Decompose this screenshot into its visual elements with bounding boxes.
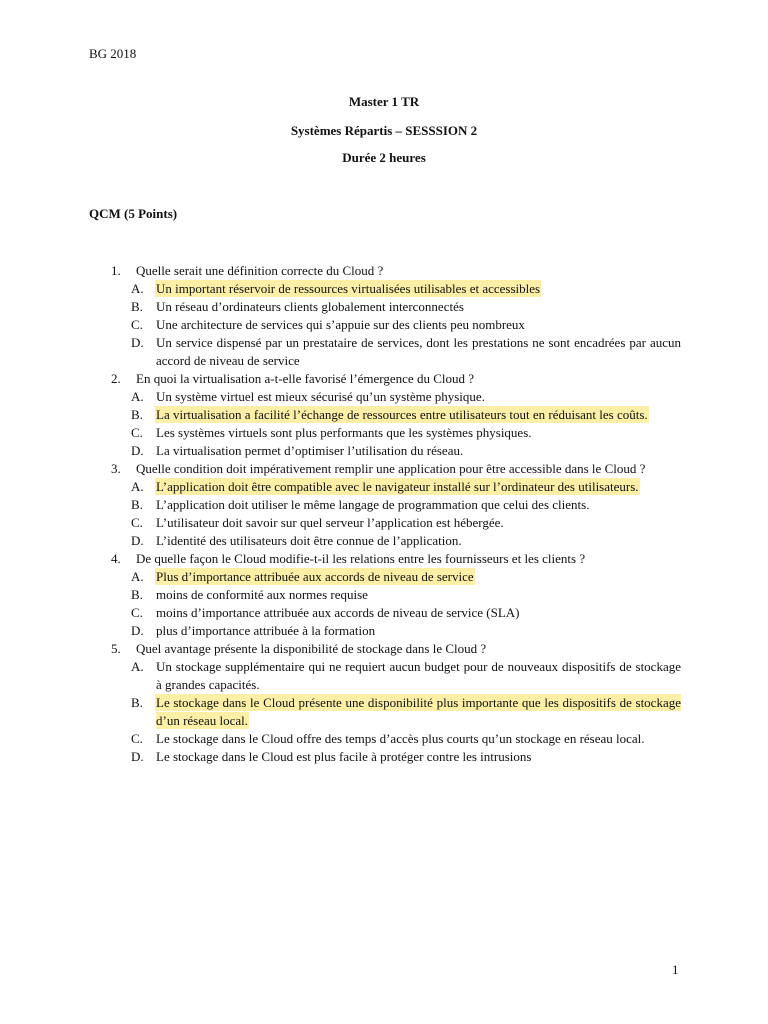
question-text: Quel avantage présente la disponibilité de stockage dans le Cloud ? (136, 641, 487, 656)
option-text: L’application doit utiliser le même langage de programmation que celui des clients. (156, 497, 590, 512)
option-text-wrapper (156, 730, 681, 748)
option-letter: D. (131, 335, 144, 350)
option-text: Un réseau d’ordinateurs clients globalement interconnectés (156, 299, 464, 314)
question-list (111, 262, 681, 766)
option-text-wrapper (156, 496, 681, 514)
option-text-wrapper (156, 532, 681, 550)
option-text-wrapper (156, 442, 681, 460)
option-list (111, 388, 681, 460)
question-item (111, 460, 681, 550)
option-item (131, 586, 681, 604)
option-letter: B. (131, 695, 143, 710)
option-item (131, 514, 681, 532)
option-item (131, 334, 681, 370)
option-letter: B. (131, 587, 143, 602)
question-item (111, 370, 681, 460)
option-letter: C. (131, 515, 143, 530)
option-text-wrapper (156, 658, 681, 694)
option-list (111, 568, 681, 640)
option-text-wrapper (156, 298, 681, 316)
question-line (111, 370, 681, 388)
option-text-wrapper (156, 694, 681, 730)
option-text-wrapper (156, 622, 681, 640)
option-text-wrapper (156, 604, 681, 622)
option-item (131, 442, 681, 460)
option-item (131, 748, 681, 766)
exam-subject: Systèmes Répartis – SESSSION 2 (290, 123, 478, 138)
option-letter: A. (131, 659, 144, 674)
option-item (131, 532, 681, 550)
option-text: Le stockage dans le Cloud offre des temps d’accès plus courts qu’un stockage en réseau local. (156, 731, 645, 746)
option-text: L’application doit être compatible avec le navigateur installé sur l’ordinateur des utilisateurs. (156, 479, 639, 494)
option-letter: D. (131, 533, 144, 548)
option-text-wrapper (156, 316, 681, 334)
question-number: 2. (111, 371, 121, 386)
option-item-highlighted (131, 478, 681, 496)
option-item-highlighted (131, 694, 681, 730)
question-text: Quelle serait une définition correcte du Cloud ? (136, 263, 384, 278)
option-text-wrapper (156, 748, 681, 766)
option-letter: C. (131, 425, 143, 440)
option-letter: A. (131, 389, 144, 404)
course-title: Master 1 TR (348, 94, 420, 109)
option-text-wrapper (156, 388, 681, 406)
option-text: moins de conformité aux normes requise (156, 587, 368, 602)
option-item (131, 298, 681, 316)
question-line (111, 460, 681, 478)
option-letter: B. (131, 407, 143, 422)
option-list (111, 658, 681, 766)
option-text: Plus d’importance attribuée aux accords de niveau de service (156, 569, 474, 584)
option-letter: A. (131, 281, 144, 296)
option-letter: D. (131, 443, 144, 458)
option-text-wrapper (156, 406, 681, 424)
option-text-wrapper (156, 280, 681, 298)
question-text: En quoi la virtualisation a-t-elle favorisé l’émergence du Cloud ? (136, 371, 475, 386)
header-code: BG 2018 (89, 46, 137, 61)
question-line (111, 550, 681, 568)
question-number: 3. (111, 461, 121, 476)
option-letter: B. (131, 497, 143, 512)
option-text: Un stockage supplémentaire qui ne requiert aucun budget pour de nouveaux dispositifs de stockage à grandes capacités. (156, 659, 681, 692)
page-number: 1 (672, 962, 679, 977)
option-item-highlighted (131, 280, 681, 298)
option-text: Un important réservoir de ressources virtualisées utilisables et accessibles (156, 281, 541, 296)
option-item-highlighted (131, 406, 681, 424)
option-letter: D. (131, 749, 144, 764)
option-text: La virtualisation a facilité l’échange de ressources entre utilisateurs tout en réduisant les coûts. (156, 407, 648, 422)
option-letter: C. (131, 731, 143, 746)
option-item (131, 424, 681, 442)
option-item (131, 604, 681, 622)
option-item (131, 730, 681, 748)
option-text: Les systèmes virtuels sont plus performants que les systèmes physiques. (156, 425, 532, 440)
option-letter: D. (131, 623, 144, 638)
option-item (131, 388, 681, 406)
question-number: 4. (111, 551, 121, 566)
section-title: QCM (5 Points) (89, 206, 178, 221)
option-text: Une architecture de services qui s’appuie sur des clients peu nombreux (156, 317, 525, 332)
question-item (111, 640, 681, 766)
question-item (111, 262, 681, 370)
question-item (111, 550, 681, 640)
option-text-wrapper (156, 514, 681, 532)
option-text-wrapper (156, 586, 681, 604)
option-list (111, 478, 681, 550)
question-number: 5. (111, 641, 121, 656)
option-item (131, 496, 681, 514)
option-letter: B. (131, 299, 143, 314)
option-text: L’identité des utilisateurs doit être connue de l’application. (156, 533, 462, 548)
option-text-wrapper (156, 568, 681, 586)
question-number: 1. (111, 263, 121, 278)
option-text: Le stockage dans le Cloud présente une disponibilité plus importante que les dispositifs de stockage d’un réseau local. (156, 695, 681, 728)
option-text: plus d’importance attribuée à la formation (156, 623, 376, 638)
option-text: Un service dispensé par un prestataire de services, dont les prestations ne sont encadrées par aucun accord de niveau de service (156, 335, 681, 368)
exam-duration: Durée 2 heures (342, 150, 426, 165)
option-letter: C. (131, 605, 143, 620)
question-line (111, 262, 681, 280)
option-item-highlighted (131, 568, 681, 586)
option-letter: C. (131, 317, 143, 332)
option-item (131, 658, 681, 694)
option-text: moins d’importance attribuée aux accords de niveau de service (SLA) (156, 605, 520, 620)
option-text: La virtualisation permet d’optimiser l’utilisation du réseau. (156, 443, 464, 458)
option-letter: A. (131, 479, 144, 494)
question-line (111, 640, 681, 658)
option-text: Le stockage dans le Cloud est plus facile à protéger contre les intrusions (156, 749, 532, 764)
option-text-wrapper (156, 424, 681, 442)
option-text: Un système virtuel est mieux sécurisé qu’un système physique. (156, 389, 485, 404)
option-item (131, 316, 681, 334)
option-text-wrapper (156, 478, 681, 496)
question-text: De quelle façon le Cloud modifie-t-il les relations entre les fournisseurs et les clients ? (136, 551, 586, 566)
option-text: L’utilisateur doit savoir sur quel serveur l’application est hébergée. (156, 515, 504, 530)
option-item (131, 622, 681, 640)
option-letter: A. (131, 569, 144, 584)
question-text: Quelle condition doit impérativement remplir une application pour être accessible dans le Cloud ? (136, 461, 646, 476)
option-list (111, 280, 681, 370)
option-text-wrapper (156, 334, 681, 370)
